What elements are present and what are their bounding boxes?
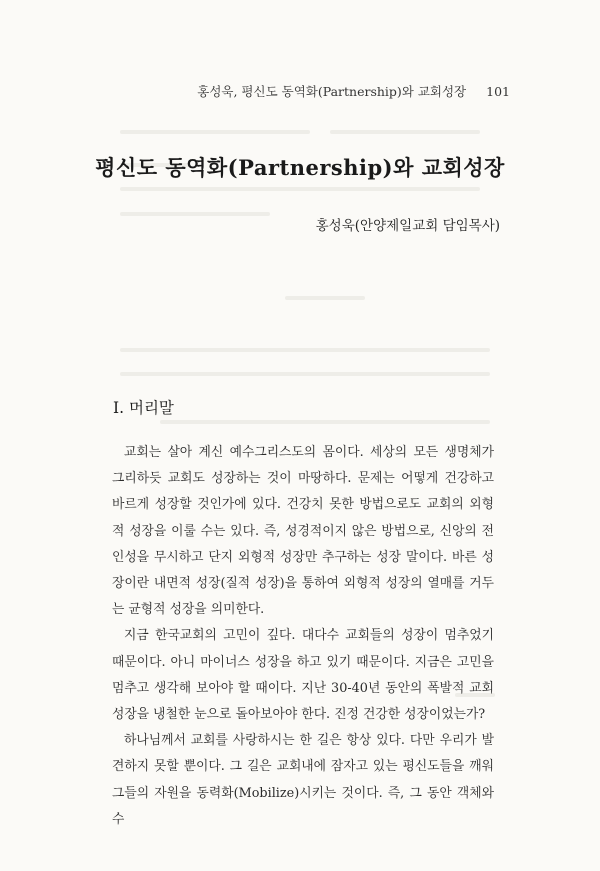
- running-header: [197, 82, 510, 100]
- section-heading: I. 머리말: [113, 399, 174, 417]
- article-title: 평신도 동역화(Partnership)와 교회성장: [95, 155, 505, 181]
- running-header-text: 홍성욱, 평신도 동역화(Partnership)와 교회성장: [197, 84, 467, 99]
- paragraph: 하나님께서 교회를 사랑하시는 한 길은 항상 있다. 다만 우리가 발견하지 못할 뿐이다. 그 길은 교회내에 잠자고 있는 평신도들을 깨워 그들의 자원을 동력화(Mobilize)시키는 것이다. 즉, 그 동안 객체와 수: [112, 733, 494, 827]
- section-body: [112, 440, 494, 833]
- paragraph: 교회는 살아 계신 예수그리스도의 몸이다. 세상의 모든 생명체가 그리하듯 교회도 성장하는 것이 마땅하다. 문제는 어떻게 건강하고 바르게 성장할 것인가에 있다. 건강치 못한 방법으로도 교회의 외형적 성장을 이룰 수는 있다. 즉, 성경적이지 않은 방법으로, 신앙의 전인성을 무시하고 단지 외형적 성장만 추구하는 성장 말이다. 바른 성장이란 내면적 성장(질적 성장)을 통하여 외형적 성장의 열매를 거두는 균형적 성장을 의미한다.: [112, 445, 494, 618]
- paragraph: 지금 한국교회의 고민이 깊다. 대다수 교회들의 성장이 멈추었기 때문이다. 아니 마이너스 성장을 하고 있기 때문이다. 지금은 고민을 멈추고 생각해 보아야 할 때이다. 지난 30-40년 동안의 폭발적 교회성장을 냉철한 눈으로 돌아보아야 한다. 진정 건강한 성장이었는가?: [112, 628, 494, 723]
- author-line: 홍성욱(안양제일교회 담임목사): [315, 218, 500, 234]
- page-number: 101: [486, 84, 510, 99]
